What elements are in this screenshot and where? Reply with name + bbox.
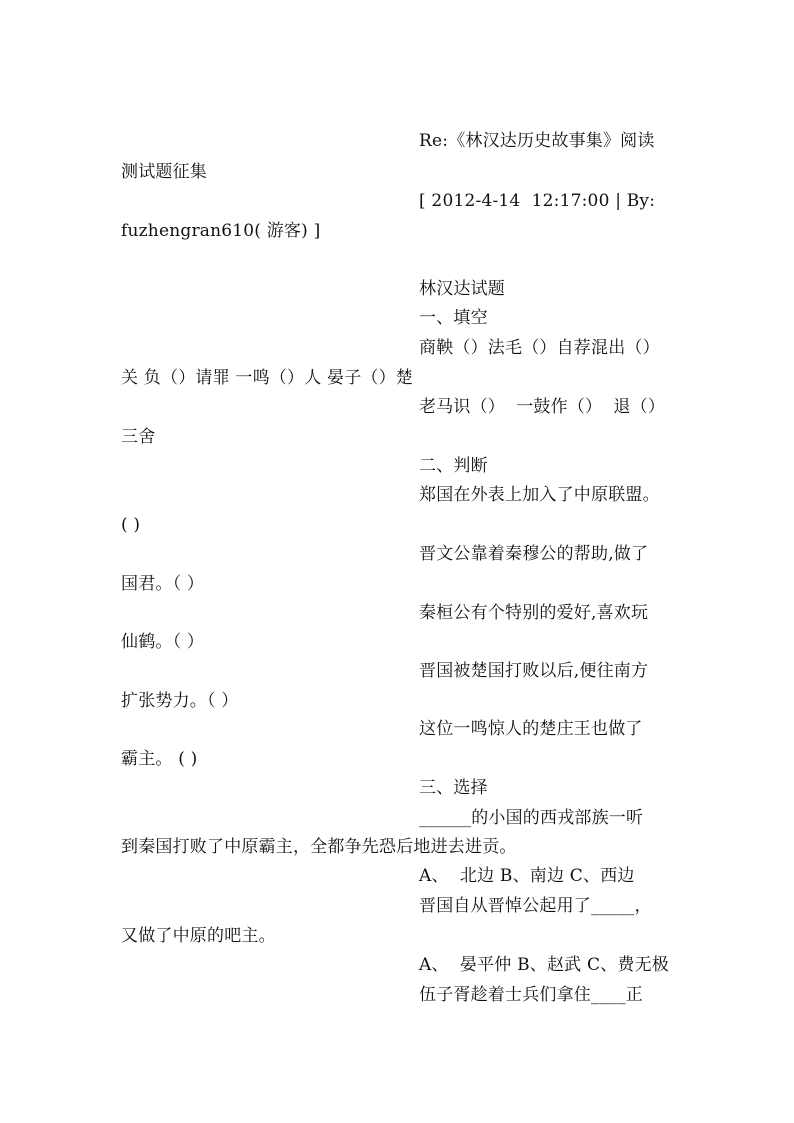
section-heading: 林汉达试题 [419,279,505,299]
choice-line-1: ______的小国的西戎部族一听 [419,808,644,828]
fill-blank-line-1: 商鞅（）法毛（）自荐混出（） [419,338,660,358]
choice-line-5: 伍子胥趁着士兵们拿住____正 [419,985,643,1005]
choice-options-1: A、 北边 B、南边 C、西边 [419,866,635,886]
choice-line-3: 晋国自从晋悼公起用了_____， [419,896,652,916]
choice-line-2: 到秦国打败了中原霸主，全都争先恐后地进去进贡。 [121,837,517,857]
judgement-line-6: 仙鹤。（ ） [121,632,205,652]
part-three-heading: 三、选择 [419,778,488,798]
choice-options-2: A、 晏平仲 B、赵武 C、费无极 [419,955,669,975]
judgement-line-3: 晋文公靠着秦穆公的帮助,做了 [419,544,649,564]
judgement-line-7: 晋国被楚国打败以后,便往南方 [419,661,649,681]
judgement-line-10: 霸主。 ( ) [121,749,198,769]
fill-blank-line-2: 关 负（）请罪 一鸣（）人 晏子（）楚 [121,368,414,388]
fill-blank-line-4: 三舍 [121,427,156,447]
part-two-heading: 二、判断 [419,456,488,476]
post-meta-line-1: [ 2012-4-14 12:17:00 | By: [419,191,656,211]
judgement-line-5: 秦桓公有个特别的爱好,喜欢玩 [419,603,649,623]
fill-blank-line-3: 老马识（） 一鼓作（） 退（） [419,397,666,417]
choice-line-4: 又做了中原的吧主。 [121,926,276,946]
judgement-line-1: 郑国在外表上加入了中原联盟。 [419,485,660,505]
judgement-line-9: 这位一鸣惊人的楚庄王也做了 [419,719,643,739]
title-line-2: 测试题征集 [121,162,207,182]
post-meta-line-2: fuzhengran610( 游客) ] [121,221,321,241]
judgement-line-8: 扩张势力。（ ） [121,691,239,711]
judgement-line-2: ( ) [121,515,141,535]
part-one-heading: 一、填空 [419,308,488,328]
judgement-line-4: 国君。（ ） [121,574,205,594]
title-line-1: Re:《林汉达历史故事集》阅读 [419,131,655,151]
